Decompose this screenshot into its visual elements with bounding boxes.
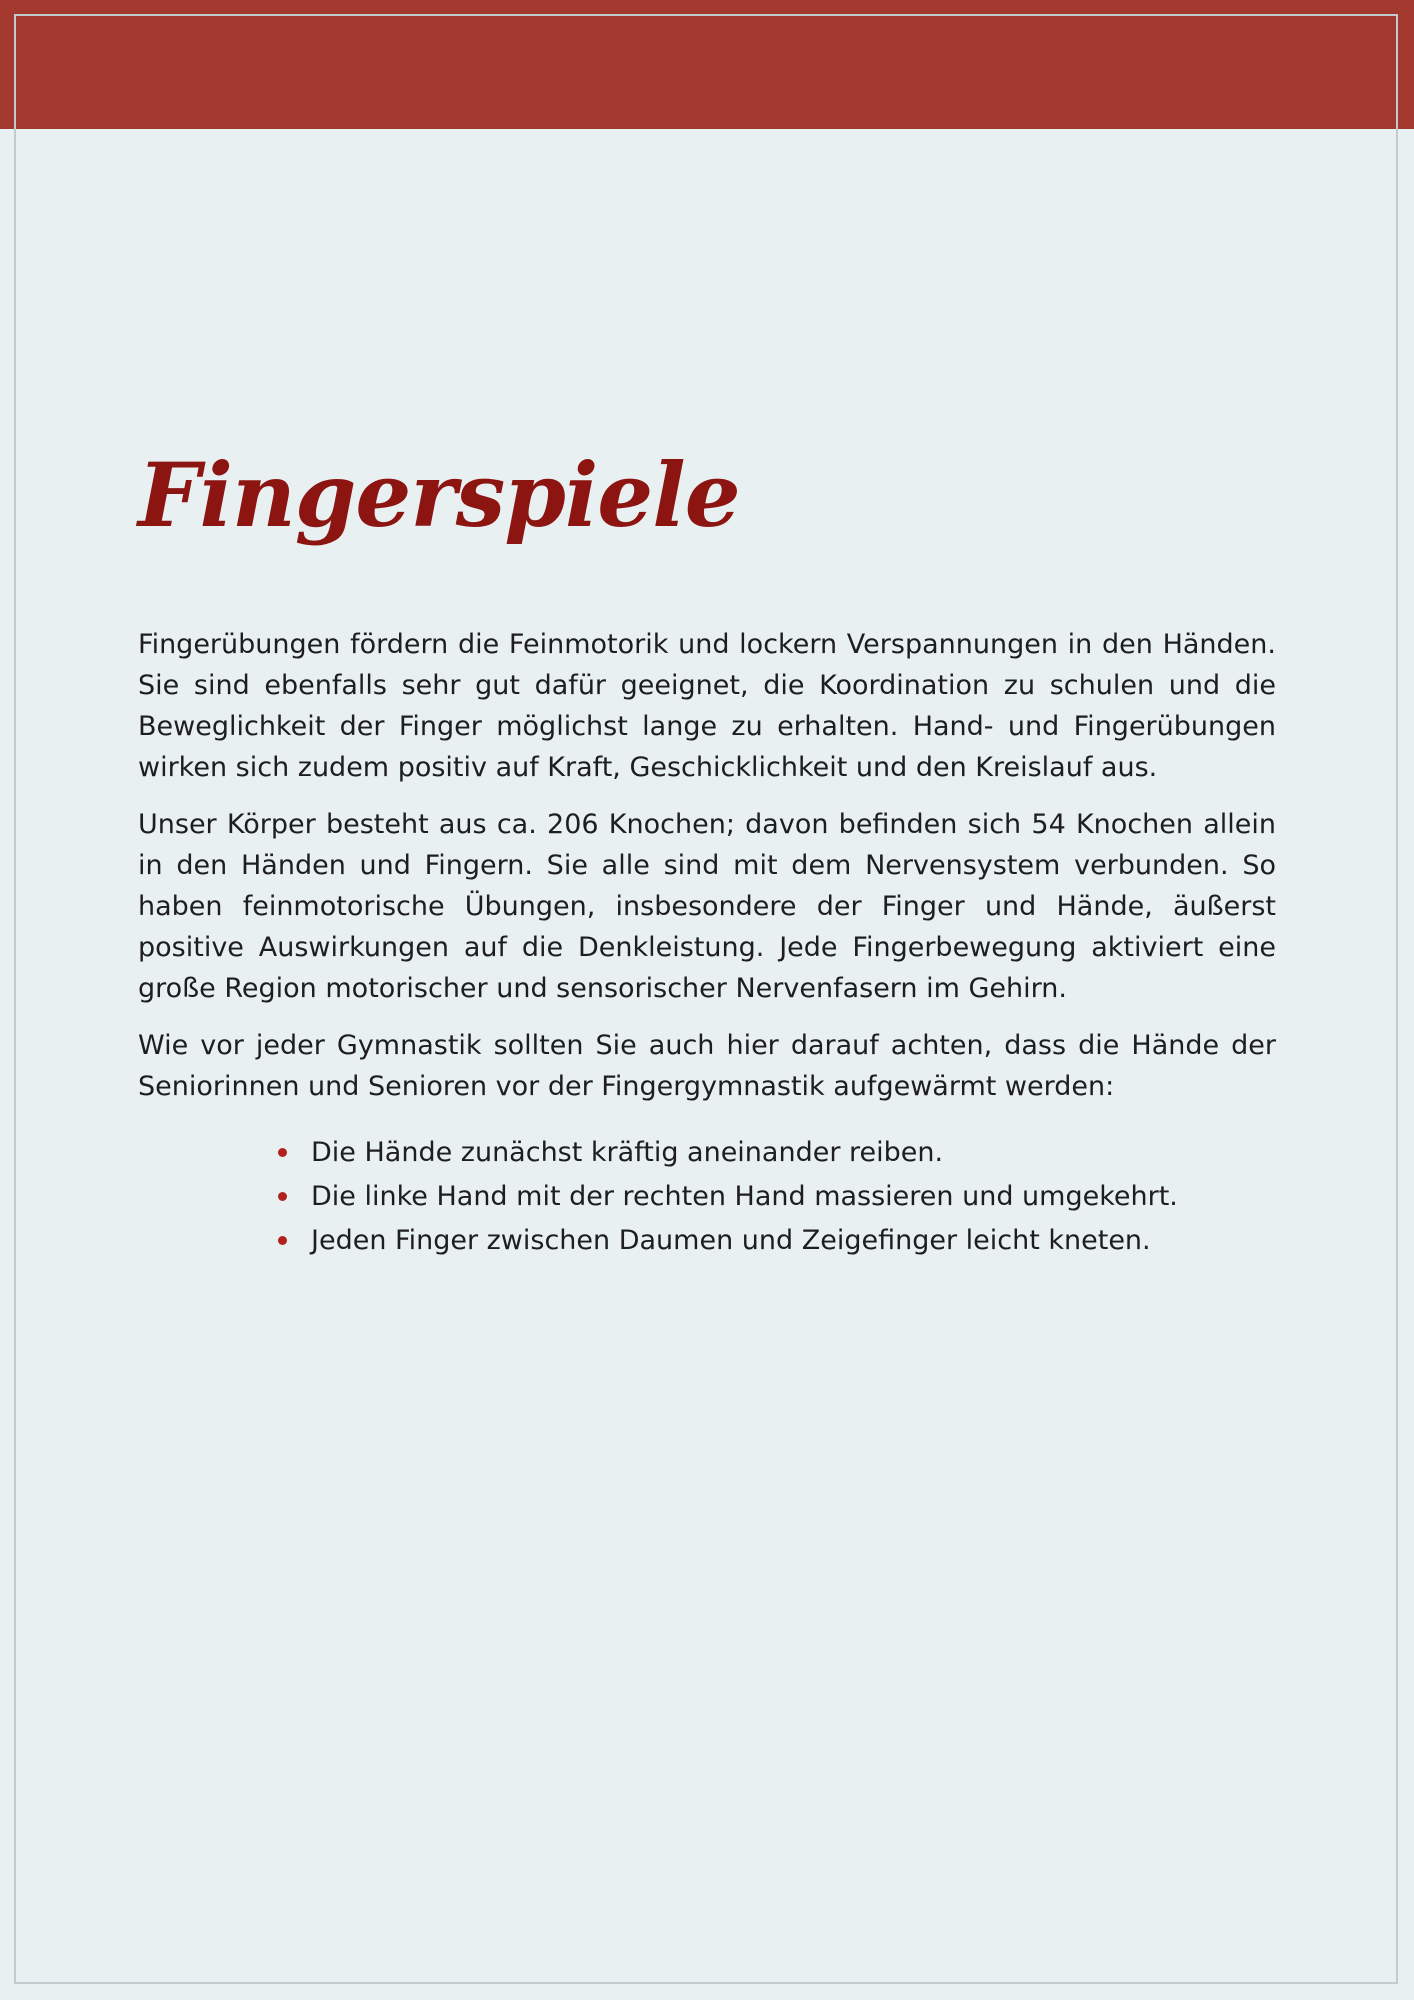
paragraph-3: Wie vor jeder Gymnastik sollten Sie auch hier darauf achten, dass die Hände der Seniorinnen und Senioren vor der Fingergymnastik aufgewärmt werden: bbox=[138, 1030, 1276, 1102]
list-item bbox=[278, 1175, 1276, 1219]
body-text bbox=[138, 624, 1276, 1107]
warmup-list bbox=[138, 1131, 1276, 1263]
paragraph-1: Fingerübungen fördern die Feinmotorik und lockern Verspannungen in den Händen. Sie sind ebenfalls sehr gut dafür geeignet, die Koordination zu schulen und die Beweglichkeit der Finger möglichst lange zu erhalten. Hand- und Fingerübungen wirken sich zudem positiv auf Kraft, Geschicklichkeit und den Kreislauf aus. bbox=[138, 629, 1276, 783]
list-item-text: Die Hände zunächst kräftig aneinander reiben. bbox=[311, 1137, 944, 1168]
list-item bbox=[278, 1131, 1276, 1175]
bullet-dot-icon bbox=[278, 1236, 287, 1245]
bullet-dot-icon bbox=[278, 1148, 287, 1157]
page-title: Fingerspiele bbox=[138, 443, 740, 547]
list-item-text: Jeden Finger zwischen Daumen und Zeigefinger leicht kneten. bbox=[311, 1225, 1151, 1256]
paragraph-2: Unser Körper besteht aus ca. 206 Knochen; davon befinden sich 54 Knochen allein in den Händen und Fingern. Sie alle sind mit dem Nervensystem verbunden. So haben feinmotorische Übungen, insbesondere der Finger und Hände, äußerst positive Auswirkungen auf die Denkleistung. Jede Fingerbewegung aktiviert eine große Region motorischer und sensorischer Nervenfasern im Gehirn. bbox=[138, 809, 1276, 1004]
list-item-text: Die linke Hand mit der rechten Hand massieren und umgekehrt. bbox=[311, 1181, 1178, 1212]
page-content bbox=[138, 440, 1276, 1263]
list-item bbox=[278, 1219, 1276, 1263]
bullet-dot-icon bbox=[278, 1192, 287, 1201]
